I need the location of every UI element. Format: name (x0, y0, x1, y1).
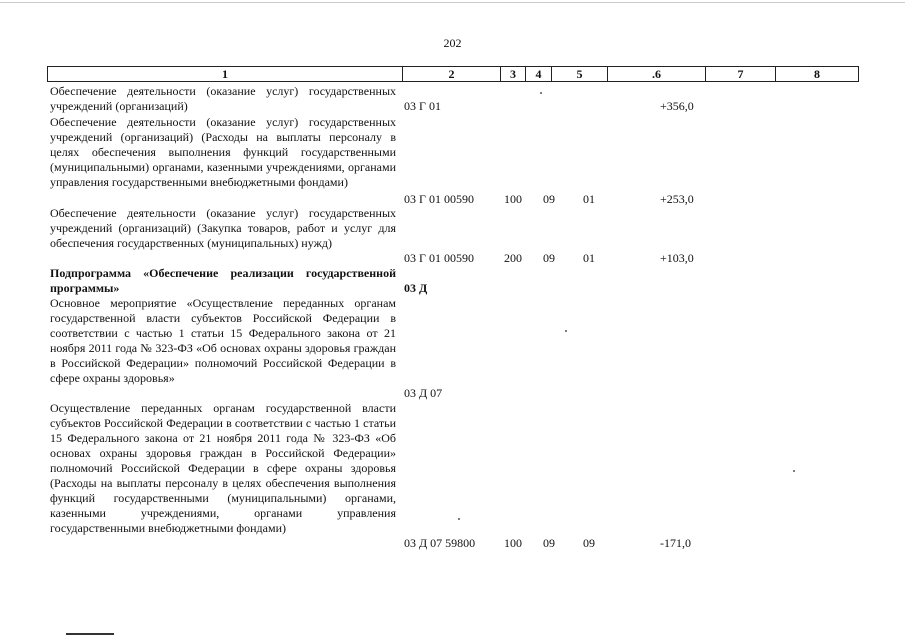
row-col-3: 200 (504, 251, 522, 265)
page-number: 202 (443, 36, 462, 50)
table-header-row (47, 66, 859, 82)
row-description: Обеспечение деятельности (оказание услуг) государственных учреждений (организаций) (Закупка товаров, работ и услуг для обеспечения государственных (муниципальных) нужд) (50, 206, 396, 250)
row-code: 03 Д 07 (404, 386, 443, 400)
header-col-8: 8 (814, 67, 820, 81)
row-amount: +103,0 (660, 251, 694, 265)
scan-dot (458, 518, 460, 520)
row-col-3: 100 (504, 536, 522, 550)
row-col-3: 100 (504, 192, 522, 206)
row-code: 03 Г 01 00590 (404, 192, 474, 206)
row-code: 03 Г 01 (404, 99, 441, 113)
row-col-4: 09 (543, 192, 555, 206)
header-col-1: 1 (48, 67, 403, 81)
row-code: 03 Д (404, 281, 428, 295)
header-col-3: 3 (501, 67, 526, 81)
row-col-4: 09 (543, 251, 555, 265)
row-description: Обеспечение деятельности (оказание услуг) государственных учреждений (организаций) (Расходы на выплаты персоналу в целях обеспечения выполнения функций государственными (муниципальными) органами, казенными учреждениями, органами управления государственными внебюджетными фондами) (50, 115, 396, 189)
row-description: Обеспечение деятельности (оказание услуг) государственных учреждений (организаций) (50, 84, 396, 113)
row-amount: +253,0 (660, 192, 694, 206)
scan-edge-line (0, 2, 905, 3)
row-col-5: 09 (583, 536, 595, 550)
row-code: 03 Д 07 59800 (404, 536, 476, 550)
row-description: Осуществление переданных органам государственной власти субъектов Российской Федерации в соответствии с частью 1 статьи 15 Федерального закона от 21 ноября 2011 года № 323-ФЗ «Об основах охраны здоровья граждан в Российской Федерации» полномочий Российской Федерации в сфере охраны здоровья (Расходы на выплаты персоналу в целях обеспечения выполнения функций государственными (муниципальными) органами, казенными учреждениями, органами управления государственными внебюджетными фондами) (50, 401, 396, 535)
row-description: Основное мероприятие «Осуществление переданных органам государственной власти субъектов Российской Федерации в соответствии с частью 1 статьи 15 Федерального закона от 21 ноября 2011 года № 323-ФЗ «Об основах охраны здоровья граждан в Российской Федерации» полномочий Российской Федерации в сфере охраны здоровья» (50, 296, 396, 385)
scan-mark (66, 633, 114, 635)
row-amount: -171,0 (660, 536, 691, 550)
row-col-5: 01 (583, 251, 595, 265)
header-col-5: 5 (552, 67, 608, 81)
row-amount: +356,0 (660, 99, 694, 113)
header-col-2: 2 (403, 67, 501, 81)
row-col-4: 09 (543, 536, 555, 550)
subprogram-description: Подпрограмма «Обеспечение реализации государственной программы» (50, 266, 396, 295)
header-col-7: 7 (706, 67, 776, 81)
row-code: 03 Г 01 00590 (404, 251, 474, 265)
header-col-4: 4 (526, 67, 552, 81)
row-col-5: 01 (583, 192, 595, 206)
header-col-6: .6 (608, 67, 706, 81)
scan-dot (565, 330, 567, 332)
scan-dot (793, 470, 795, 472)
scan-dot (540, 92, 542, 94)
